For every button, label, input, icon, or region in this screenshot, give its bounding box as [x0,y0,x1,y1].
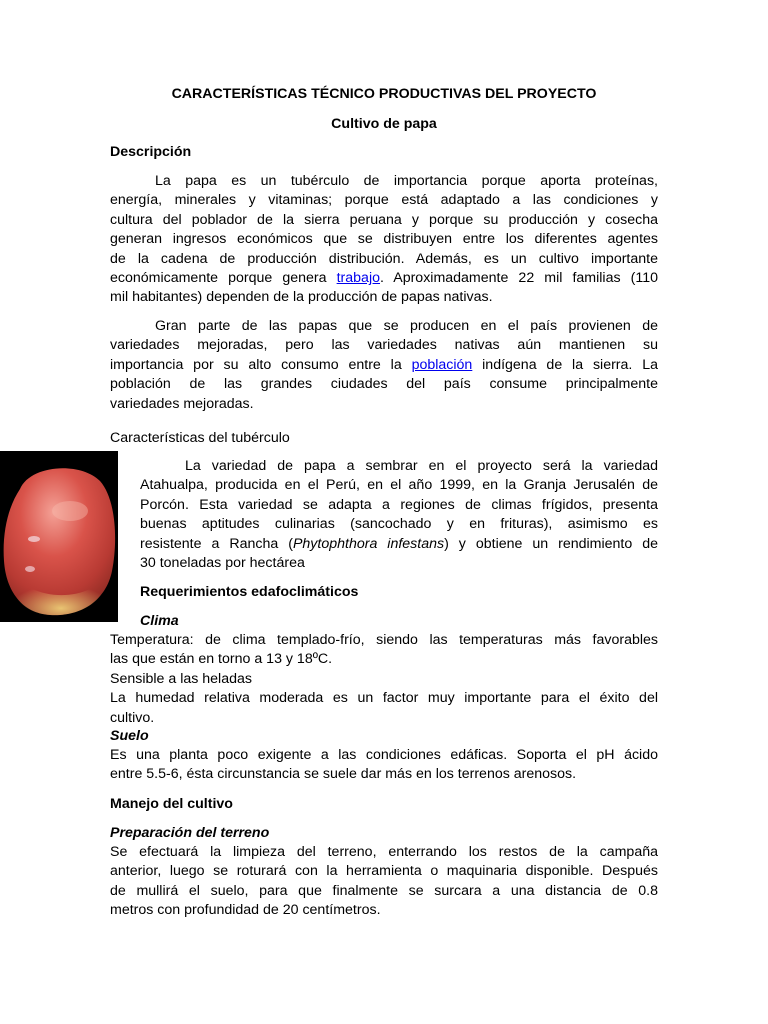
text-line: Sensible a las heladas [110,670,252,687]
trabajo-link[interactable]: trabajo [336,270,380,287]
caracteristicas-heading: Características del tubérculo [110,430,290,446]
section-heading-descripcion: Descripción [110,144,192,160]
text-line: cultivo. [110,709,155,726]
potato-photo [0,451,118,622]
text-line: Temperatura: de clima templado-frío, siendo las temperaturas más favorables [110,632,658,648]
text-line: metros con profundidad de 20 centímetros. [110,902,381,919]
text-line: energía, minerales y vitaminas; porque está adaptado a las condiciones y [110,192,658,209]
text-span: resistente a Rancha ( [140,535,293,552]
paragraph-variedades [110,317,658,414]
text-span: indígena de la sierra. La [472,356,658,373]
text-line: cultura del poblador de la sierra peruana y porque su producción y cosecha [110,211,658,228]
preparacion-heading: Preparación del terreno [110,825,270,841]
text-line: Se efectuará la limpieza del terreno, enterrando los restos de la campaña [110,844,658,860]
text-line: Gran parte de las papas que se producen en el país provienen de [155,318,658,334]
text-line: La variedad de papa a sembrar en el proyecto será la variedad [185,458,658,474]
text-line: buenas aptitudes culinarias (sancochado y en frituras), asimismo es [140,516,658,533]
text-line: variedades mejoradas, pero las variedades nativas aún mantienen su [110,337,658,354]
text-line: de la cadena de producción distribución. Además, es un cultivo importante [110,250,658,267]
clima-heading: Clima [140,613,179,629]
text-line: entre 5.5-6, ésta circunstancia se suele dar más en los terrenos arenosos. [110,766,577,783]
text-span: . Aproximadamente 22 mil familias (110 [380,270,658,287]
section-heading-manejo: Manejo del cultivo [110,796,233,812]
text-line: La papa es un tubérculo de importancia porque aporta proteínas, [155,173,658,189]
suelo-heading: Suelo [110,728,149,744]
text-line [140,535,658,554]
paragraph-preparacion [110,843,658,921]
text-line: mil habitantes) dependen de la producción de papas nativas. [110,289,493,306]
text-line [110,269,658,288]
text-line [110,356,658,375]
paragraph-variedad [140,457,658,573]
text-span: importancia por su alto consumo entre la [110,356,412,373]
text-span: económicamente porque genera [110,270,337,287]
text-line: las que están en torno a 13 y 18ºC. [110,651,333,668]
text-line: 30 toneladas por hectárea [140,555,305,572]
text-line: La humedad relativa moderada es un factor muy importante para el éxito del [110,690,658,707]
text-line: población de las grandes ciudades del país consume principalmente [110,376,658,393]
page-title: CARACTERÍSTICAS TÉCNICO PRODUCTIVAS DEL PROYECTO [171,86,597,102]
potato-icon [0,451,118,622]
paragraph-suelo [110,746,658,785]
text-line: de mullirá el suelo, para que finalmente se surcara a una distancia de 0.8 [110,882,658,899]
text-line: Es una planta poco exigente a las condiciones edáficas. Soporta el pH ácido [110,747,658,763]
text-line: variedades mejoradas. [110,395,254,412]
poblacion-link[interactable]: población [411,356,473,373]
text-span: ) y obtiene un rendimiento de [444,535,658,552]
paragraph-clima [110,631,658,728]
text-line: Porcón. Esta variedad se adapta a regiones de climas frígidos, presenta [140,496,658,513]
text-line: anterior, luego se roturará con la herramienta o maquinaria disponible. Después [110,863,658,880]
text-line: generan ingresos económicos que se distribuyen entre los diferentes agentes [110,231,658,248]
page-subtitle: Cultivo de papa [331,116,437,132]
text-line: Atahualpa, producida en el Perú, en el año 1999, en la Granja Jerusalén de [140,477,658,494]
section-heading-requerimientos: Requerimientos edafoclimáticos [140,584,359,600]
scientific-name: Phytophthora infestans [292,535,445,552]
paragraph-descripcion [110,172,658,308]
